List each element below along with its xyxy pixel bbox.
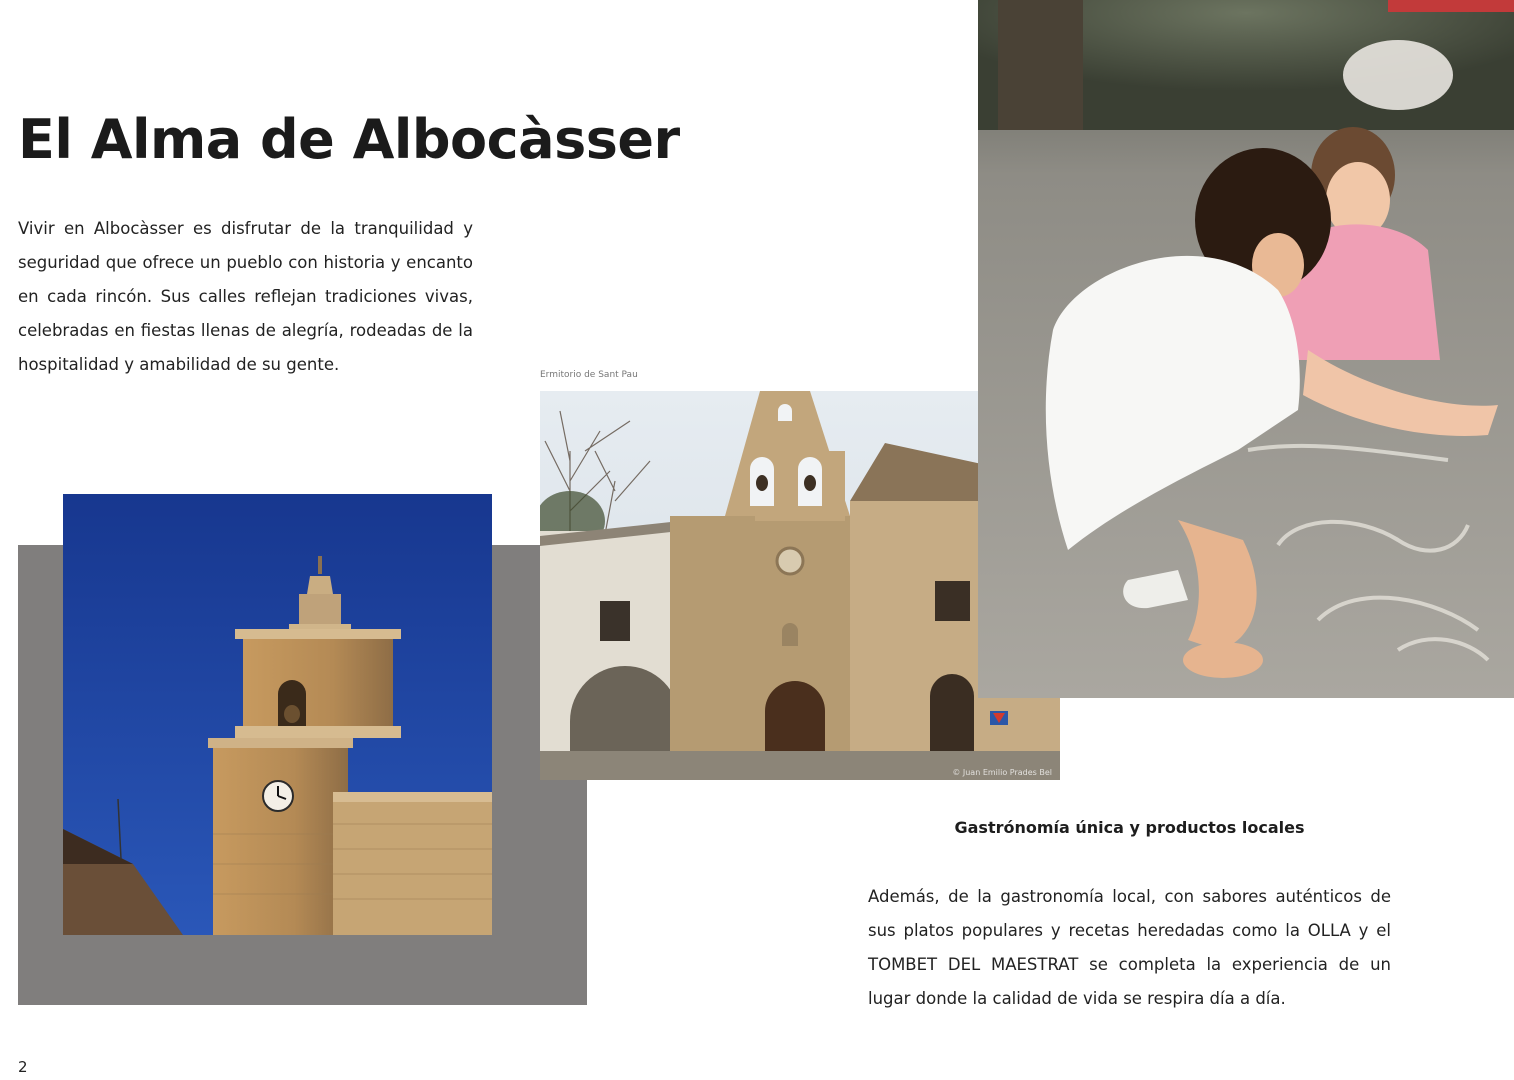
page-number: 2 bbox=[18, 1058, 28, 1076]
children-playing-photo bbox=[978, 0, 1514, 698]
section-heading: Gastrónomía única y productos locales bbox=[954, 818, 1305, 837]
bell-tower-photo bbox=[63, 494, 492, 935]
section-paragraph: Además, de la gastronomía local, con sabores auténticos de sus platos populares y recetas heredadas como la OLLA y el TOMBET DEL MAESTRAT se completa la experiencia de un lugar donde la calidad de vida se respira día a día. bbox=[868, 887, 1391, 1008]
church-photo-caption: Ermitorio de Sant Pau bbox=[540, 370, 638, 380]
intro-paragraph: Vivir en Albocàsser es disfrutar de la tranquilidad y seguridad que ofrece un pueblo con historia y encanto en cada rincón. Sus calles reflejan tradiciones vivas, celebradas en fiestas llenas de alegría, rodeadas de la hospitalidad y amabilidad de su gente. bbox=[18, 219, 473, 374]
photo-credit: © Juan Emilio Prades Bel bbox=[952, 768, 1052, 777]
page-title: El Alma de Albocàsser bbox=[18, 108, 680, 171]
